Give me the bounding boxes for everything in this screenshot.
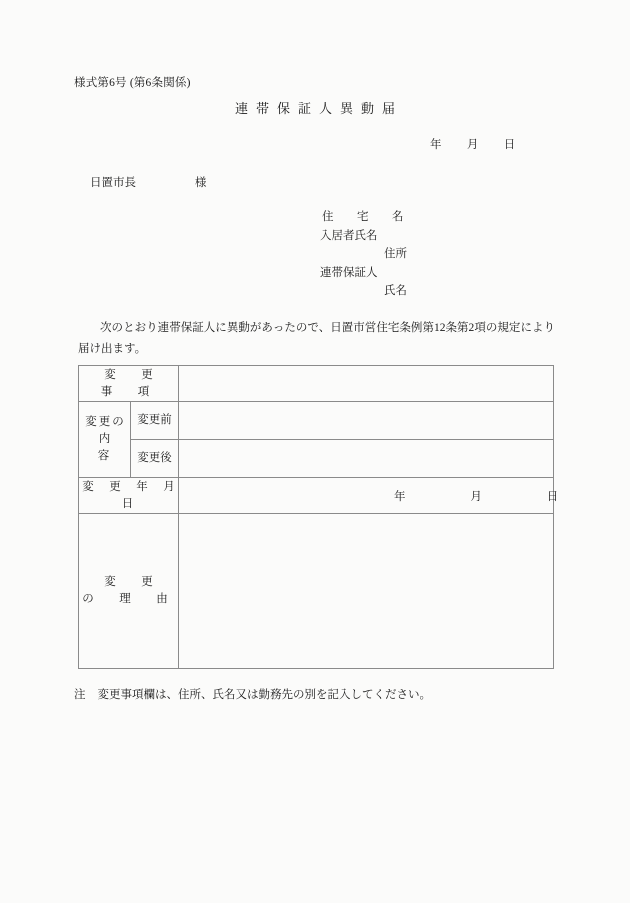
page-title: 連帯保証人異動届 xyxy=(234,101,403,116)
submission-date-line xyxy=(430,136,538,152)
table-row-change-date xyxy=(79,478,554,514)
guarantor-label: 連帯保証人 xyxy=(320,266,378,279)
change-details-table xyxy=(78,365,559,669)
guarantor-row xyxy=(300,264,410,283)
change-content-label-line2: 内 容 xyxy=(97,433,140,462)
before-label: 変更前 xyxy=(131,402,179,440)
resident-name-label: 入居者氏名 xyxy=(320,229,378,242)
guarantor-name-row xyxy=(300,282,410,301)
change-content-label-line1: 変更の xyxy=(85,416,126,428)
after-value[interactable] xyxy=(179,440,554,478)
guarantor-address-label: 住所 xyxy=(384,248,407,260)
after-label: 変更後 xyxy=(131,440,179,478)
footnote-text: 変更事項欄は、住所、氏名又は勤務先の別を記入してください。 xyxy=(97,689,431,701)
body-paragraph xyxy=(78,318,555,360)
change-date-month: 月 xyxy=(470,490,482,503)
submission-date-month: 月 xyxy=(466,139,479,151)
table-row-change-after xyxy=(79,440,554,478)
footnote xyxy=(74,686,431,702)
change-date-year: 年 xyxy=(394,490,406,503)
submission-date-day: 日 xyxy=(503,139,516,151)
resident-name-row xyxy=(300,227,410,246)
addressee xyxy=(90,174,206,190)
change-date-label: 変 更 年 月 日 xyxy=(79,478,179,514)
applicant-info-block xyxy=(300,208,410,301)
change-item-value[interactable] xyxy=(179,366,554,402)
table-row-change-before xyxy=(79,402,554,440)
change-reason-value[interactable] xyxy=(179,514,554,669)
change-item-label: 変 更 事 項 xyxy=(79,366,179,402)
change-reason-label: 変 更 の 理 由 xyxy=(79,514,179,669)
footnote-marker: 注 xyxy=(74,689,86,701)
housing-name-row xyxy=(300,208,410,227)
table-row-change-item xyxy=(79,366,554,402)
housing-name-label: 住 宅 名 xyxy=(322,211,410,223)
change-date-value[interactable] xyxy=(179,478,559,514)
before-value[interactable] xyxy=(179,402,554,440)
body-paragraph-text: 次のとおり連帯保証人に異動があったので、日置市営住宅条例第12条第2項の規定により届け出ます。 xyxy=(78,322,555,355)
change-date-day: 日 xyxy=(546,490,559,503)
guarantor-address-row xyxy=(300,245,410,264)
addressee-honorific: 様 xyxy=(194,177,207,189)
table-row-change-reason xyxy=(79,514,554,669)
submission-date-year: 年 xyxy=(430,139,442,151)
addressee-name: 日置市長 xyxy=(90,177,136,189)
change-content-label xyxy=(79,402,140,478)
form-code: 様式第6号 (第6条関係) xyxy=(74,77,191,89)
guarantor-name-label: 氏名 xyxy=(384,285,407,297)
